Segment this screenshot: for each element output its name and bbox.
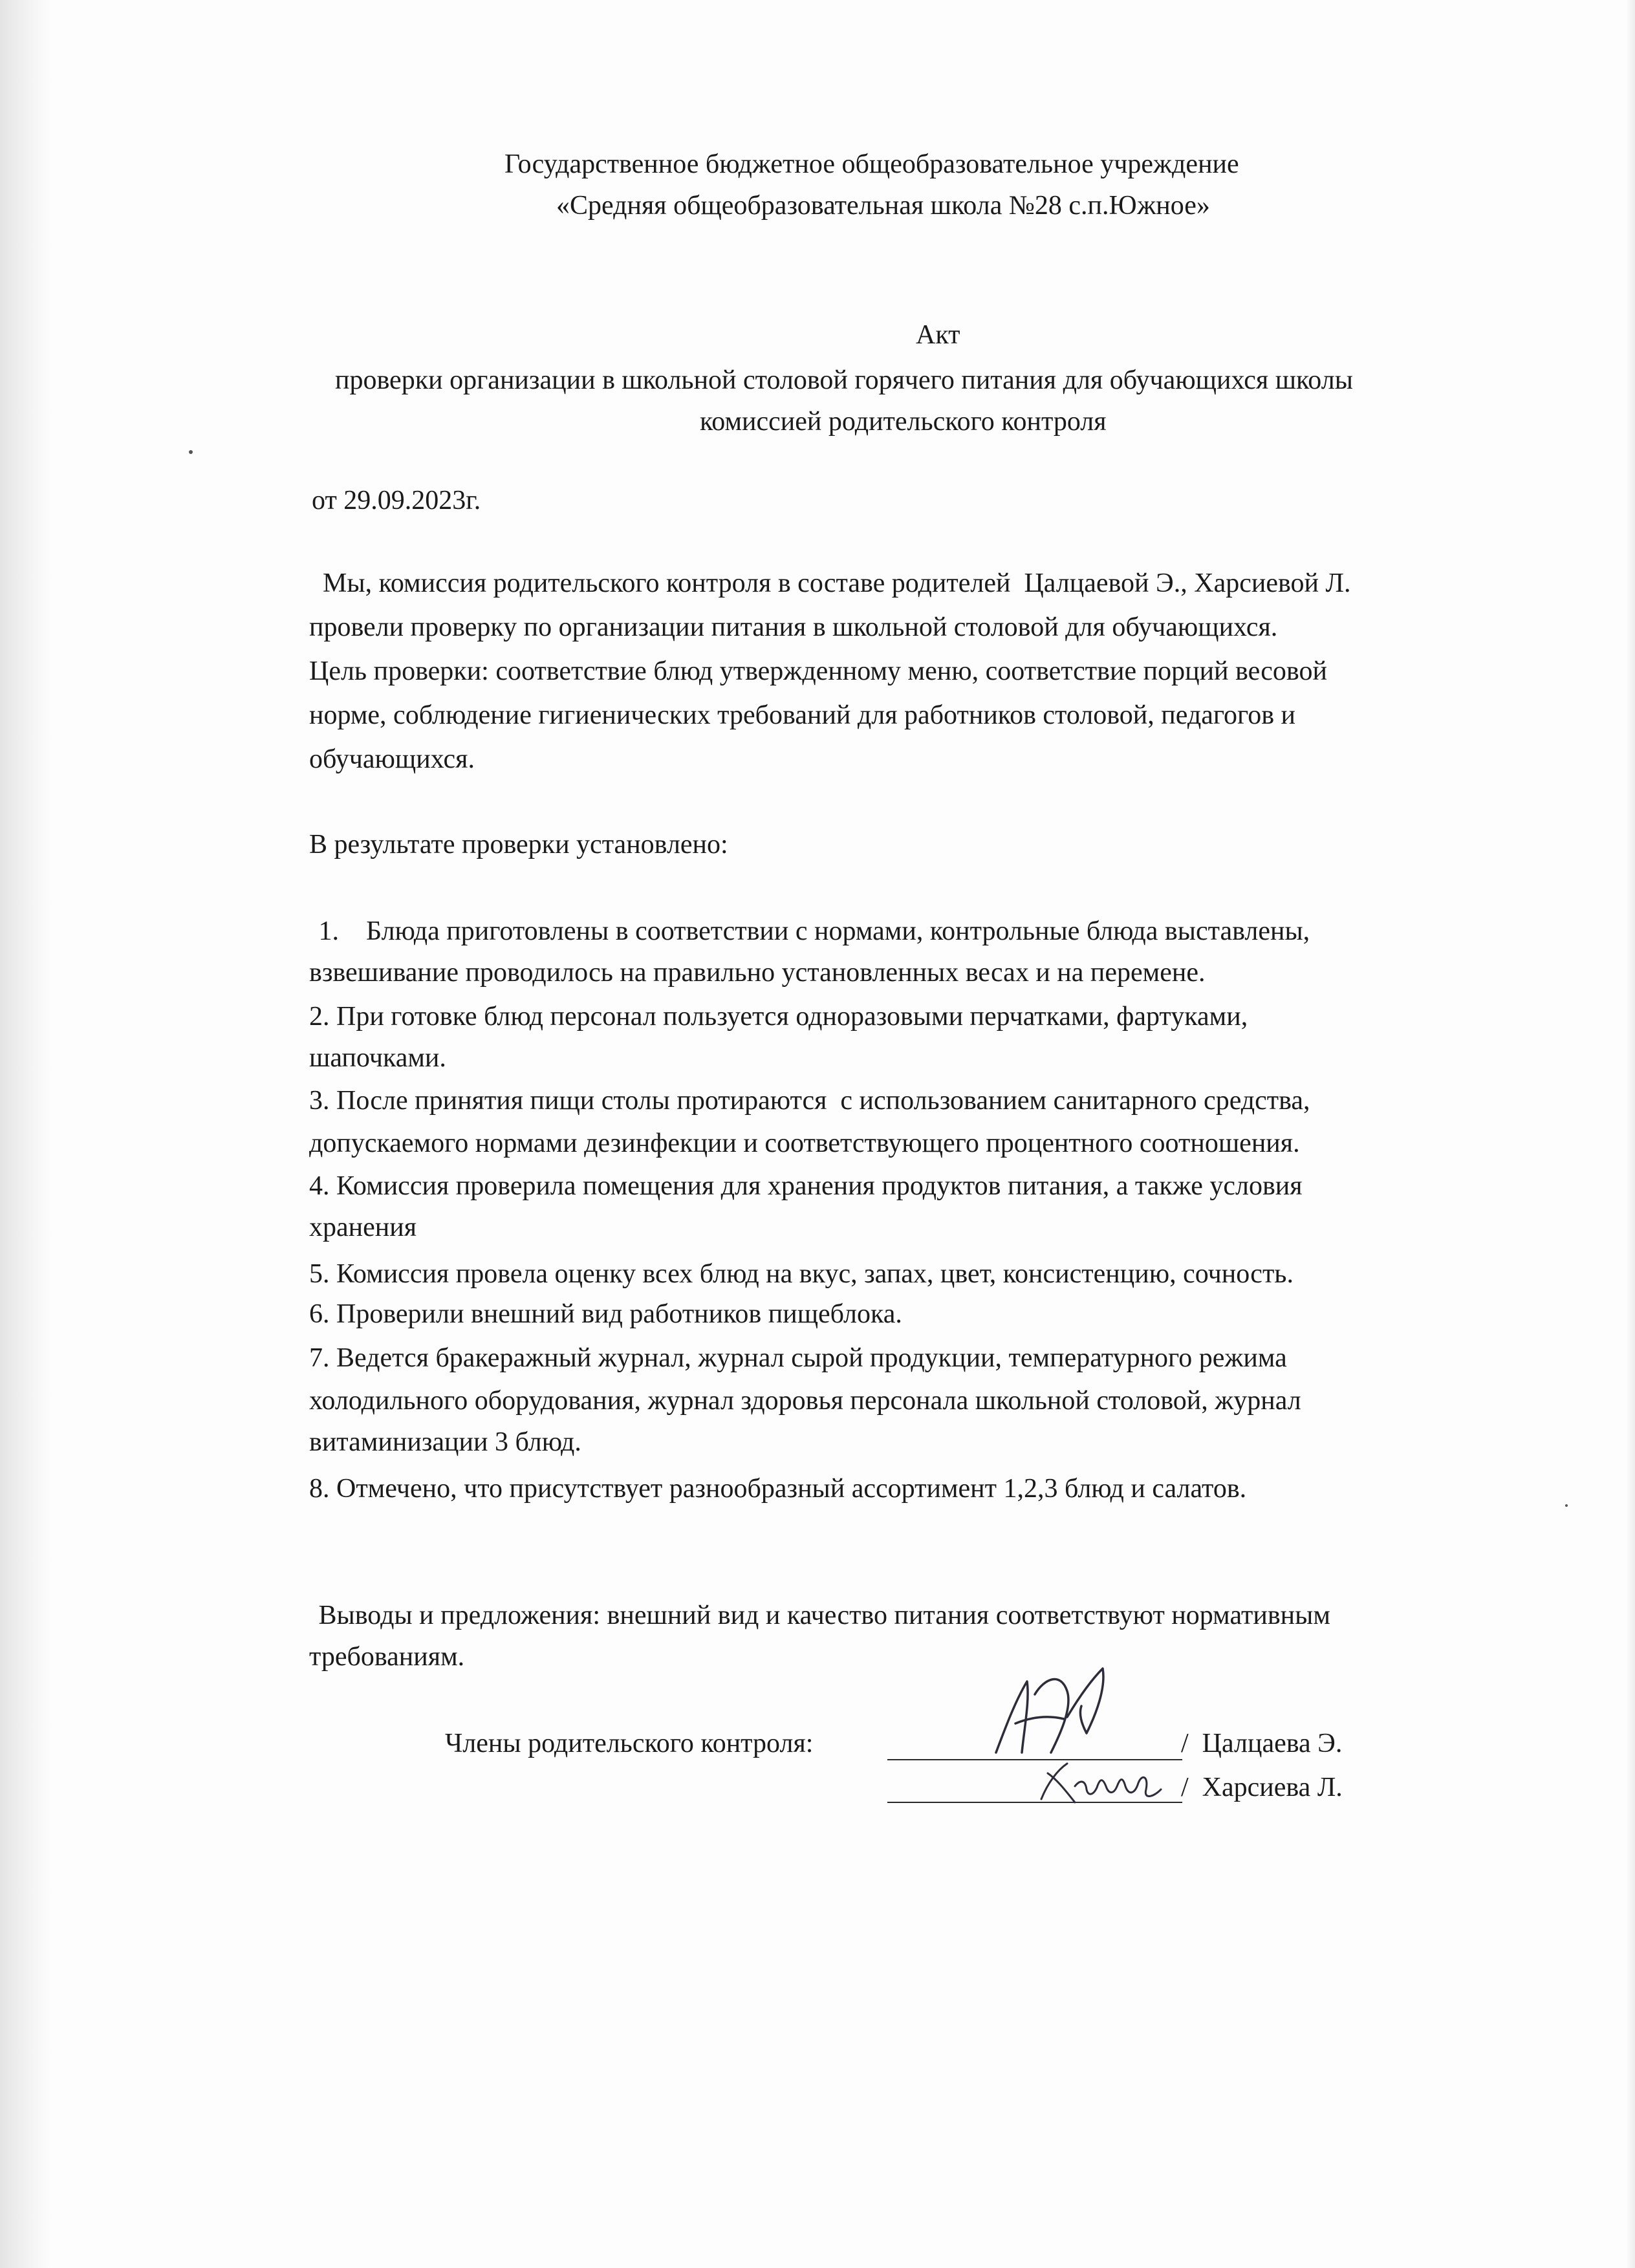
finding-6-line1: 6. Проверили внешний вид работников пищеблока.	[309, 1299, 902, 1329]
finding-3-line1: 3. После принятия пищи столы протираются с использованием санитарного средства,	[309, 1086, 1310, 1116]
intro-line1: Мы, комиссия родительского контроля в составе родителей Цалцаевой Э., Харсиевой Л.	[309, 568, 1351, 598]
intro-line3: Цель проверки: соответствие блюд утвержденному меню, соответствие порций весовой	[309, 656, 1327, 686]
signature-member-2: / Харсиева Л.	[1181, 1773, 1343, 1802]
finding-7-line2: холодильного оборудования, журнал здоровья персонала школьной столовой, журнал	[309, 1386, 1301, 1416]
finding-1-line2: взвешивание проводилось на правильно установленных весах и на перемене.	[309, 958, 1206, 988]
signature-member-1: / Цалцаева Э.	[1181, 1729, 1343, 1758]
finding-3-line2: допускаемого нормами дезинфекции и соответствующего процентного соотношения.	[309, 1129, 1300, 1158]
document-title: Акт	[916, 320, 960, 350]
finding-8-line1: 8. Отмечено, что присутствует разнообразный ассортимент 1,2,3 блюд и салатов.	[309, 1474, 1247, 1504]
document-subtitle-line1: проверки организации в школьной столовой горячего питания для обучающихся школы	[335, 365, 1353, 395]
handwritten-signature-1	[970, 1656, 1125, 1766]
handwritten-signature-2	[1035, 1754, 1177, 1812]
scan-shadow-left	[0, 0, 52, 2268]
header-institution-line1: Государственное бюджетное общеобразовательное учреждение	[504, 149, 1239, 179]
scan-shadow-right	[1626, 0, 1635, 2268]
finding-7-line1: 7. Ведется бракеражный журнал, журнал сырой продукции, температурного режима	[309, 1343, 1287, 1373]
finding-5-line1: 5. Комиссия провела оценку всех блюд на вкус, запах, цвет, консистенцию, сочность.	[309, 1259, 1294, 1289]
finding-4-line2: хранения	[309, 1213, 417, 1242]
header-institution-line2: «Средняя общеобразовательная школа №28 с.п.Южное»	[556, 191, 1210, 221]
finding-7-line3: витаминизации 3 блюд.	[309, 1427, 581, 1457]
scan-speck	[1565, 1504, 1568, 1507]
conclusion-line2: требованиям.	[309, 1642, 465, 1672]
conclusion-line1: Выводы и предложения: внешний вид и качество питания соответствуют нормативным	[312, 1601, 1330, 1630]
intro-line5: обучающихся.	[309, 744, 475, 774]
intro-line2: провели проверку по организации питания в школьной столовой для обучающихся.	[309, 612, 1278, 642]
finding-2-line2: шапочками.	[309, 1043, 446, 1073]
intro-line4: норме, соблюдение гигиенических требований для работников столовой, педагогов и	[309, 700, 1296, 730]
document-subtitle-line2: комиссией родительского контроля	[700, 407, 1107, 437]
scan-speck	[189, 450, 193, 454]
finding-4-line1: 4. Комиссия проверила помещения для хранения продуктов питания, а также условия	[309, 1171, 1303, 1201]
signatures-label: Члены родительского контроля:	[445, 1729, 814, 1758]
document-date: от 29.09.2023г.	[312, 486, 481, 515]
result-heading: В результате проверки установлено:	[309, 830, 728, 859]
finding-2-line1: 2. При готовке блюд персонал пользуется одноразовыми перчатками, фартуками,	[309, 1002, 1248, 1031]
finding-1-line1: 1. Блюда приготовлены в соответствии с нормами, контрольные блюда выставлены,	[312, 916, 1310, 946]
